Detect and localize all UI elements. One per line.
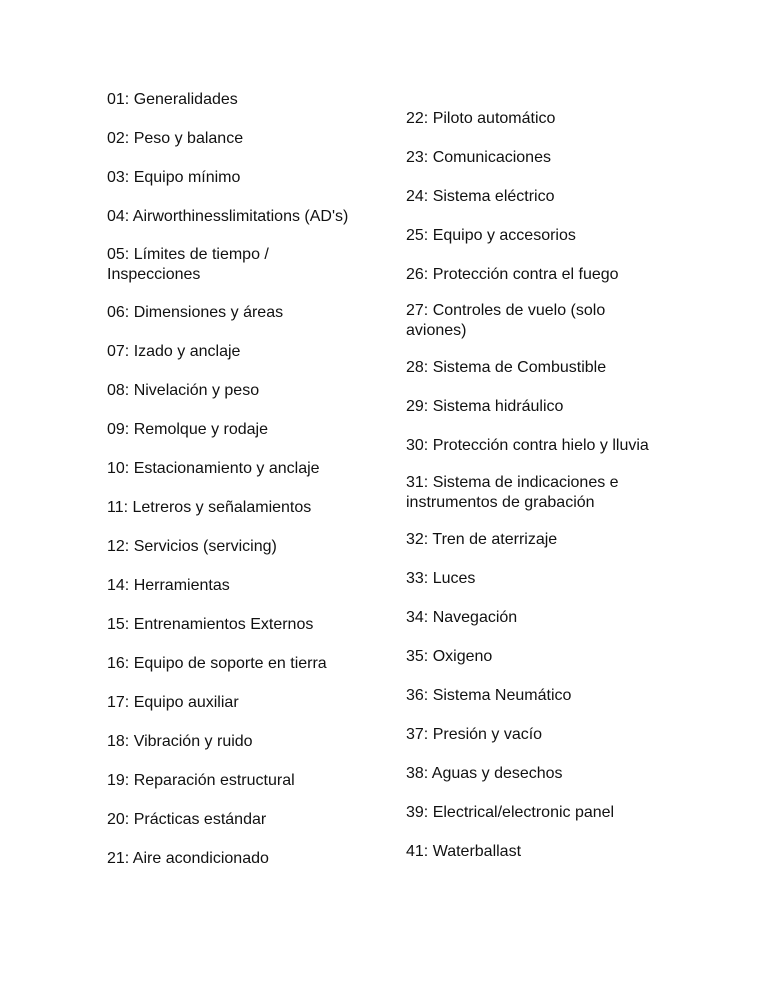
chapter-item: 12: Servicios (servicing) bbox=[107, 538, 277, 555]
chapter-item: 27: Controles de vuelo (solo aviones) bbox=[406, 302, 606, 339]
chapter-item: 28: Sistema de Combustible bbox=[406, 359, 607, 376]
chapter-item: 01: Generalidades bbox=[107, 91, 238, 108]
chapter-item: 05: Límites de tiempo / Inspecciones bbox=[107, 246, 269, 283]
chapter-item: 19: Reparación estructural bbox=[107, 772, 295, 789]
chapter-item: 41: Waterballast bbox=[406, 843, 522, 860]
chapter-item: 23: Comunicaciones bbox=[406, 149, 551, 166]
chapter-item: 39: Electrical/electronic panel bbox=[406, 804, 615, 821]
chapter-list-right bbox=[406, 109, 656, 881]
chapter-item: 33: Luces bbox=[406, 570, 476, 587]
chapter-list-left bbox=[107, 90, 357, 888]
chapter-item: 07: Izado y anclaje bbox=[107, 343, 241, 360]
chapter-item: 38: Aguas y desechos bbox=[406, 765, 563, 782]
chapter-item: 14: Herramientas bbox=[107, 577, 230, 594]
chapter-item: 35: Oxigeno bbox=[406, 648, 493, 665]
chapter-item: 18: Vibración y ruido bbox=[107, 733, 253, 750]
chapter-item: 04: Airworthinesslimitations (AD's) bbox=[107, 208, 349, 225]
chapter-item: 21: Aire acondicionado bbox=[107, 850, 269, 867]
chapter-item: 06: Dimensiones y áreas bbox=[107, 304, 284, 321]
chapter-item: 25: Equipo y accesorios bbox=[406, 227, 576, 244]
chapter-item: 36: Sistema Neumático bbox=[406, 687, 572, 704]
chapter-item: 02: Peso y balance bbox=[107, 130, 244, 147]
chapter-item: 03: Equipo mínimo bbox=[107, 169, 241, 186]
chapter-item: 24: Sistema eléctrico bbox=[406, 188, 555, 205]
chapter-item: 15: Entrenamientos Externos bbox=[107, 616, 314, 633]
chapter-item: 29: Sistema hidráulico bbox=[406, 398, 564, 415]
chapter-item: 11: Letreros y señalamientos bbox=[107, 499, 312, 516]
chapter-item: 32: Tren de aterrizaje bbox=[406, 531, 558, 548]
chapter-item: 30: Protección contra hielo y lluvia bbox=[406, 437, 649, 454]
chapter-item: 16: Equipo de soporte en tierra bbox=[107, 655, 327, 672]
chapter-item: 26: Protección contra el fuego bbox=[406, 266, 619, 283]
chapter-item: 10: Estacionamiento y anclaje bbox=[107, 460, 320, 477]
chapter-item: 08: Nivelación y peso bbox=[107, 382, 260, 399]
chapter-item: 22: Piloto automático bbox=[406, 110, 556, 127]
chapter-item: 20: Prácticas estándar bbox=[107, 811, 267, 828]
chapter-item: 37: Presión y vacío bbox=[406, 726, 543, 743]
chapter-item: 17: Equipo auxiliar bbox=[107, 694, 239, 711]
chapter-item: 34: Navegación bbox=[406, 609, 518, 626]
chapter-item: 09: Remolque y rodaje bbox=[107, 421, 268, 438]
chapter-item: 31: Sistema de indicaciones e instrumentos de grabación bbox=[406, 474, 619, 511]
